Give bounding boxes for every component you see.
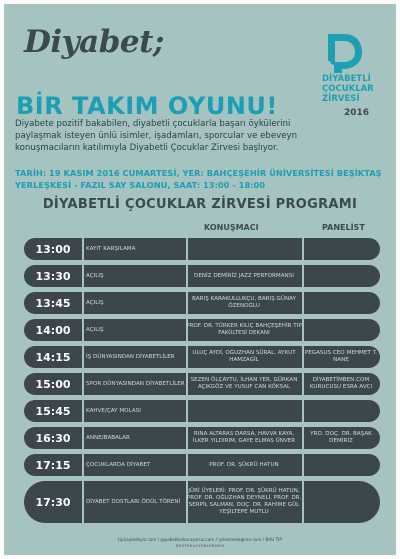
schedule-row <box>24 373 380 395</box>
row-speakers: BARIŞ KARAKULLUKÇU, BARIŞ GÜNAY ÖZENOĞLU <box>192 296 296 309</box>
row-time: 13:30 <box>35 269 71 283</box>
row-panelist <box>304 265 378 287</box>
row-session: SPOR DÜNYASINDAN DİYABETLİLER <box>86 380 185 387</box>
row-panelist <box>304 238 378 260</box>
schedule-row <box>24 265 380 287</box>
divider <box>82 238 84 260</box>
row-speakers: PROF. DR. ŞÜKRÜ HATUN <box>209 461 279 468</box>
divider <box>82 373 84 395</box>
row-panelist: YRD. DOÇ. DR. BAŞAK DEMİRİZ <box>310 431 372 444</box>
row-time: 16:30 <box>35 431 71 445</box>
row-speakers: ULUÇ AYDİ, OĞUZHAN SÜRAL, AYKUT HAMZAGİL <box>192 350 296 363</box>
row-session: KAHVE/ÇAY MOLASI <box>86 407 141 414</box>
schedule-row <box>24 454 380 476</box>
schedule-row <box>24 400 380 422</box>
row-session: AÇILIŞ <box>86 326 104 333</box>
row-time: 15:00 <box>35 377 71 391</box>
row-panelist <box>304 454 378 476</box>
row-speakers: RINA ALTARAS DARSA, HAVVA KAYA, İLKER YILDIRIM, GAYE ELMAS ÜNVER <box>192 431 296 444</box>
logo-year: 2016 <box>344 108 370 118</box>
row-speakers: PROF. DR. TÜRKER KILIÇ BAHÇEŞEHİR TIP FAKÜLTESİ DEKANI <box>186 323 302 336</box>
child-head-silhouette-icon <box>324 30 364 74</box>
footer-links: tip1eyledeyiz.com / @pakettenkoruyoruz.com / iyilesmesegiren.com / BAU TIP <box>118 537 282 542</box>
row-speakers <box>186 238 302 260</box>
divider <box>82 265 84 287</box>
divider <box>82 454 84 476</box>
row-time: 17:30 <box>35 495 71 509</box>
schedule-row <box>24 481 380 523</box>
brand-title: Diyabet; <box>24 24 164 60</box>
row-time: 17:15 <box>35 458 71 472</box>
row-speakers: SEZEN ÖLÇAYTU, İLHAN YER, GÜRKAN AÇIKGÖZ VE YUSUF CAN KÖKSAL <box>190 377 298 390</box>
row-session: ÇOCUKLARDA DİYABET <box>86 461 151 468</box>
poster <box>4 4 396 555</box>
date-location-info: TARİH: 19 KASIM 2016 CUMARTESİ, YER: BAHÇEŞEHİR ÜNİVERSİTESİ BEŞİKTAŞ YERLEŞKESİ - FAZIL SAY SALONU, SAAT: 13:00 - 18:00 <box>15 168 382 190</box>
footer-sponsor-label: DESTEKLEYENLERDEN <box>175 544 225 548</box>
row-panelist: PEGASUS CEO MEHMET T. NANE <box>304 350 378 363</box>
divider <box>82 481 84 523</box>
divider <box>82 319 84 341</box>
row-time: 13:45 <box>35 296 71 310</box>
row-panelist: DİYABETİMBEN.COM KURUCUSU ESRA AVCI <box>309 377 373 390</box>
row-panelist <box>304 292 378 314</box>
intro-text: Diyabete pozitif bakabilen, diyabetli çocuklarla başarı öykülerini paylaşmak isteyen ünlü isimler, işadamları, sporcular ve ebeveyn konuşmacıların katılımıyla Diyabetli Çocuklar Zirvesi başlıyor. <box>15 119 298 153</box>
row-time: 15:45 <box>35 404 71 418</box>
logo-line-1: DİYABETLİ <box>322 74 371 84</box>
row-session: KAYIT KARŞILAMA <box>86 245 136 252</box>
summit-logo <box>322 30 386 118</box>
column-header-panelist: PANELİST <box>322 223 365 232</box>
divider <box>82 346 84 368</box>
logo-line-2: ÇOCUKLAR <box>322 84 374 94</box>
row-time: 13:00 <box>35 242 71 256</box>
row-speakers: DENİZ DEMİRİZ JAZZ PERFORMANSI <box>194 272 294 279</box>
column-header-speakers: KONUŞMACI <box>204 223 259 232</box>
row-time: 14:15 <box>35 350 71 364</box>
schedule-row <box>24 319 380 341</box>
program-title: DİYABETLİ ÇOCUKLAR ZİRVESİ PROGRAMI <box>42 197 358 212</box>
logo-line-3: ZİRVESİ <box>322 94 360 104</box>
row-session: AÇILIŞ <box>86 299 104 306</box>
row-session: DİYABET DOSTLARI ÖDÜL TÖRENİ <box>86 498 181 505</box>
schedule-row <box>24 292 380 314</box>
schedule-row <box>24 238 380 260</box>
row-panelist <box>304 400 378 422</box>
schedule-row <box>24 346 380 368</box>
row-panelist <box>304 319 378 341</box>
headline: BİR TAKIM OYUNU! <box>16 92 278 120</box>
divider <box>82 427 84 449</box>
row-speakers: JÜRİ ÜYELERİ: PROF. DR. ŞÜKRÜ HATUN, PROF. DR. OĞUZHAN DEYNELİ, PROF. DR. SERPİL SALMAN, DOÇ. DR. RAHİME GÜL YEŞİLTEPE MUTLU <box>186 488 302 515</box>
schedule-row <box>24 427 380 449</box>
divider <box>82 292 84 314</box>
row-session: AÇILIŞ <box>86 272 104 279</box>
row-panelist <box>304 481 378 523</box>
row-speakers <box>186 400 302 422</box>
row-session: ANNE/BABALAR <box>86 434 130 441</box>
row-session: İŞ DÜNYASINDAN DİYABETLİLER <box>86 353 175 360</box>
divider <box>82 400 84 422</box>
row-time: 14:00 <box>35 323 71 337</box>
